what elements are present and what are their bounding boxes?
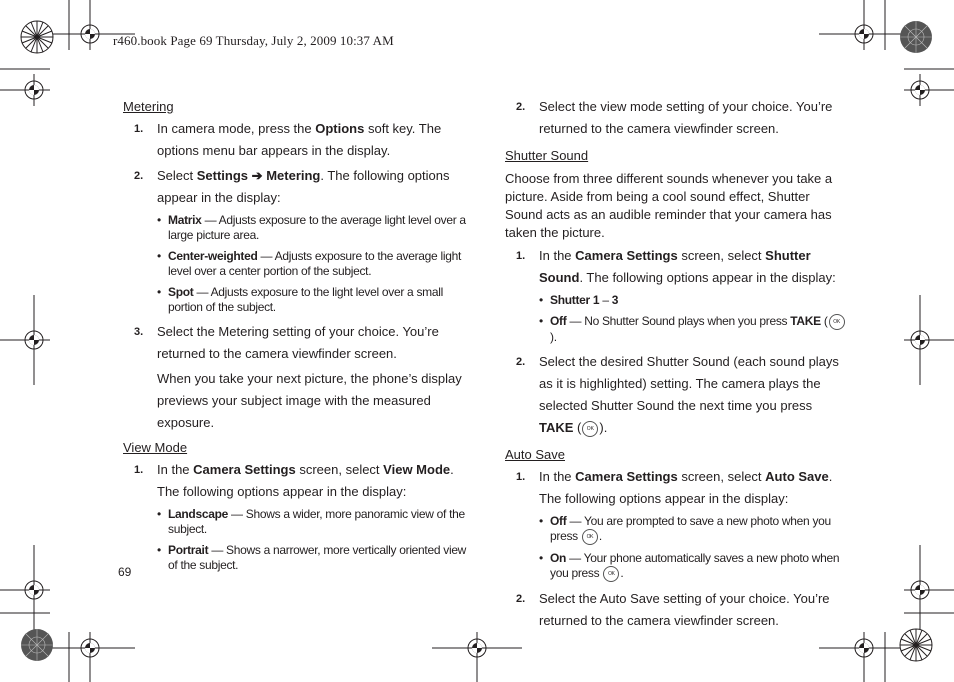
- print-header: r460.book Page 69 Thursday, July 2, 2009 10:37 AM: [113, 33, 394, 48]
- step-number: 1.: [516, 250, 526, 262]
- ok-key-icon: OK: [829, 314, 845, 330]
- auto-save-step-1: 1. In the Camera Settings screen, select Auto Save. The following options appear in the display:: [505, 466, 850, 510]
- left-column: [123, 96, 468, 579]
- bullet-icon: •: [157, 285, 161, 299]
- bullet-spot: • Spot — Adjusts exposure to the light level over a small portion of the subject.: [157, 285, 443, 314]
- bullet-matrix: • Matrix — Adjusts exposure to the average light level over a large picture area.: [157, 213, 466, 242]
- bullet-icon: •: [157, 507, 161, 521]
- section-title-auto-save: Auto Save: [505, 447, 565, 462]
- step-number: 1.: [134, 464, 144, 476]
- shutter-step-2: 2. Select the desired Shutter Sound (each sound plays as it is highlighted) setting. The camera plays the selected Shutter Sound the next time you press TAKE ( OK ).: [505, 351, 850, 439]
- ok-key-icon: OK: [582, 529, 598, 545]
- registration-mark-icon: [904, 74, 936, 106]
- page-number: 69: [118, 565, 132, 579]
- view-mode-step-2: 2. Select the view mode setting of your choice. You’re returned to the camera viewfinder screen.: [505, 96, 850, 140]
- bullet-shutter-off: • Off — No Shutter Sound plays when you press TAKE ( OK).: [505, 314, 850, 345]
- step-number: 2.: [134, 170, 144, 182]
- bullet-icon: •: [157, 249, 161, 263]
- color-starburst-icon: [21, 21, 53, 53]
- registration-mark-icon: [18, 324, 50, 356]
- bullet-shutter-1-3: • Shutter 1 – 3: [539, 293, 619, 307]
- options-key: Options: [315, 121, 365, 136]
- bullet-icon: •: [157, 213, 161, 227]
- registration-mark-icon: [904, 324, 936, 356]
- auto-save-step-2: 2. Select the Auto Save setting of your choice. You’re returned to the camera viewfinder screen.: [505, 588, 850, 632]
- bullet-auto-save-off: • Off — You are prompted to save a new photo when you press OK .: [539, 514, 831, 544]
- bullet-portrait: • Portrait — Shows a narrower, more vertically oriented view of the subject.: [157, 543, 467, 572]
- view-mode-step-1: 1. In the Camera Settings screen, select View Mode. The following options appear in the display:: [123, 459, 468, 503]
- registration-mark-icon: [461, 632, 493, 664]
- ok-key-icon: OK: [582, 421, 598, 437]
- section-title-shutter-sound: Shutter Sound: [505, 148, 589, 163]
- shutter-sound-intro: Choose from three different sounds whenever you take a picture. Aside from being a cool sound effect, Shutter Sound acts as an audible reminder that your camera has taken the picture.: [505, 171, 833, 240]
- bullet-center-weighted: • Center-weighted — Adjusts exposure to the average light level over a center portion of the subject.: [157, 249, 461, 278]
- registration-mark-icon: [848, 18, 880, 50]
- bullet-icon: •: [539, 551, 543, 565]
- step-number: 3.: [134, 326, 144, 338]
- registration-mark-icon: [848, 632, 880, 664]
- ok-key-icon: OK: [603, 566, 619, 582]
- step-number: 1.: [134, 123, 144, 135]
- bullet-icon: •: [539, 293, 543, 307]
- registration-mark-icon: [74, 18, 106, 50]
- section-title-metering: Metering: [123, 99, 174, 114]
- registration-mark-icon: [18, 74, 50, 106]
- registration-mark-icon: [904, 574, 936, 606]
- bullet-icon: •: [539, 314, 543, 328]
- metering-step-3: 3. Select the Metering setting of your choice. You’re returned to the camera viewfinder screen.: [123, 321, 468, 365]
- arrow-icon: ➔: [251, 168, 263, 183]
- metering-step-1: 1. In camera mode, press the Options soft key. The options menu bar appears in the display.: [123, 118, 468, 162]
- step-number: 2.: [516, 101, 526, 113]
- bullet-icon: •: [539, 514, 543, 528]
- shutter-step-1: 1. In the Camera Settings screen, select Shutter Sound. The following options appear in the display:: [505, 245, 850, 289]
- bullet-icon: •: [157, 543, 161, 557]
- bullet-landscape: • Landscape — Shows a wider, more panoramic view of the subject.: [157, 507, 465, 536]
- registration-mark-icon: [18, 574, 50, 606]
- registration-mark-icon: [74, 632, 106, 664]
- metering-note: When you take your next picture, the phone’s display previews your subject image with the measured exposure.: [157, 371, 462, 430]
- color-starburst-icon: [21, 629, 53, 661]
- bullet-auto-save-on: • On — Your phone automatically saves a new photo when you press OK .: [539, 551, 840, 581]
- color-starburst-icon: [900, 21, 932, 53]
- color-starburst-icon: [900, 629, 932, 661]
- metering-step-2: 2. Select Settings ➔ Metering. The following options appear in the display:: [123, 165, 468, 209]
- step-number: 1.: [516, 471, 526, 483]
- section-title-view-mode: View Mode: [123, 440, 188, 455]
- right-column: [505, 96, 850, 632]
- step-number: 2.: [516, 593, 526, 605]
- step-number: 2.: [516, 356, 526, 368]
